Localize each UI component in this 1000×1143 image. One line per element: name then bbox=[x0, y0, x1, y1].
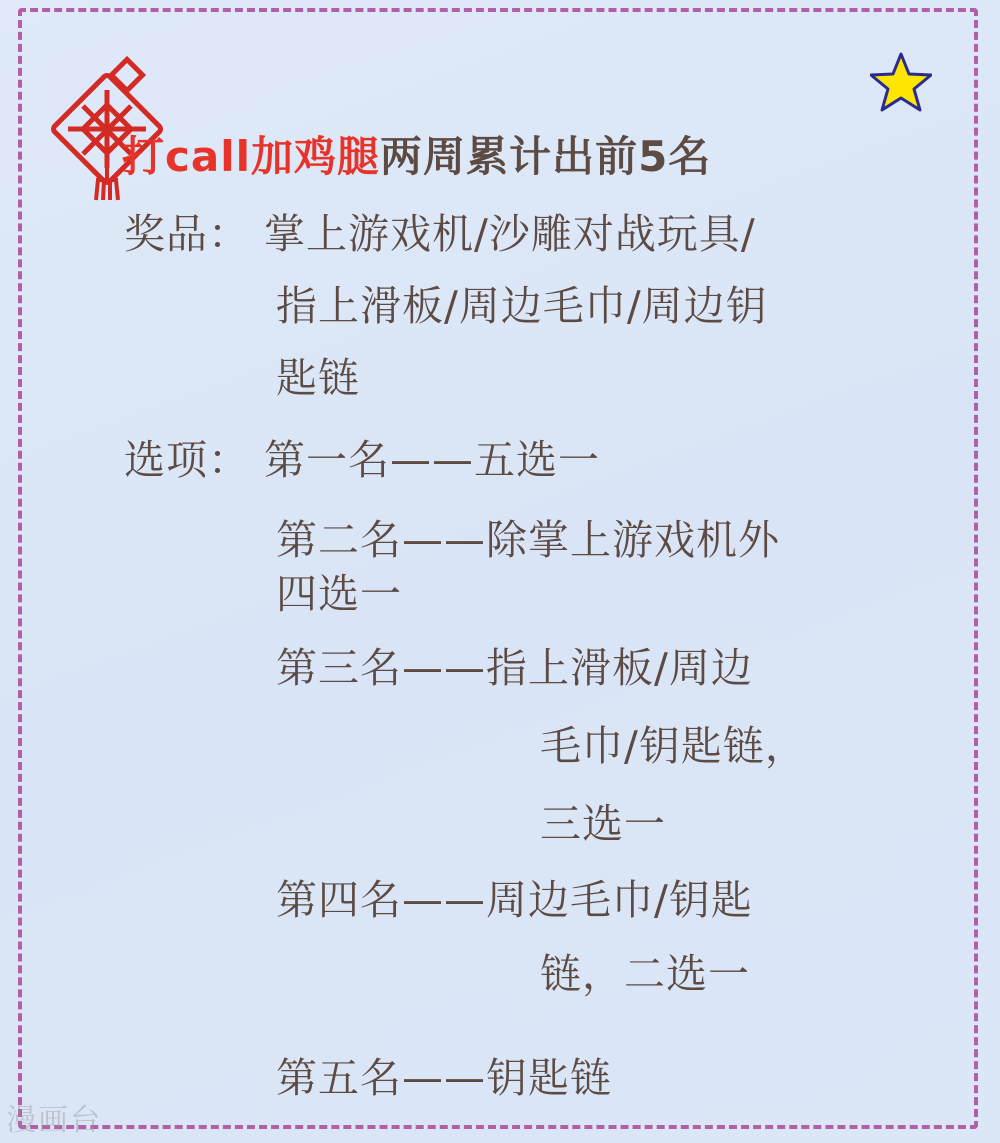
prize-line-1: 奖品： 掌上游戏机/沙雕对战玩具/ bbox=[124, 210, 756, 258]
title-rest: 两周累计出 bbox=[380, 132, 596, 181]
title-highlight: 打call加鸡腿 bbox=[122, 132, 381, 181]
page-title bbox=[122, 124, 711, 184]
watermark: 漫画台 bbox=[6, 1103, 102, 1138]
option-fourth-line-2: 链，二选一 bbox=[540, 950, 750, 998]
option-third-line-3: 三选一 bbox=[540, 800, 666, 848]
option-third-line-1: 第三名——指上滑板/周边 bbox=[276, 644, 753, 692]
option-fifth-line: 第五名——钥匙链 bbox=[276, 1054, 612, 1102]
option-second-line-2: 四选一 bbox=[276, 570, 402, 618]
option-second-line-1: 第二名——除掌上游戏机外 bbox=[276, 516, 780, 564]
title-emphasis: 前5名 bbox=[595, 132, 712, 181]
option-third-line-2: 毛巾/钥匙链， bbox=[540, 722, 807, 770]
option-fourth-line-1: 第四名——周边毛巾/钥匙 bbox=[276, 876, 753, 924]
option-lead-line: 选项： 第一名——五选一 bbox=[124, 436, 601, 484]
prize-line-2: 指上滑板/周边毛巾/周边钥 bbox=[276, 282, 768, 330]
prize-line-3: 匙链 bbox=[276, 354, 360, 402]
